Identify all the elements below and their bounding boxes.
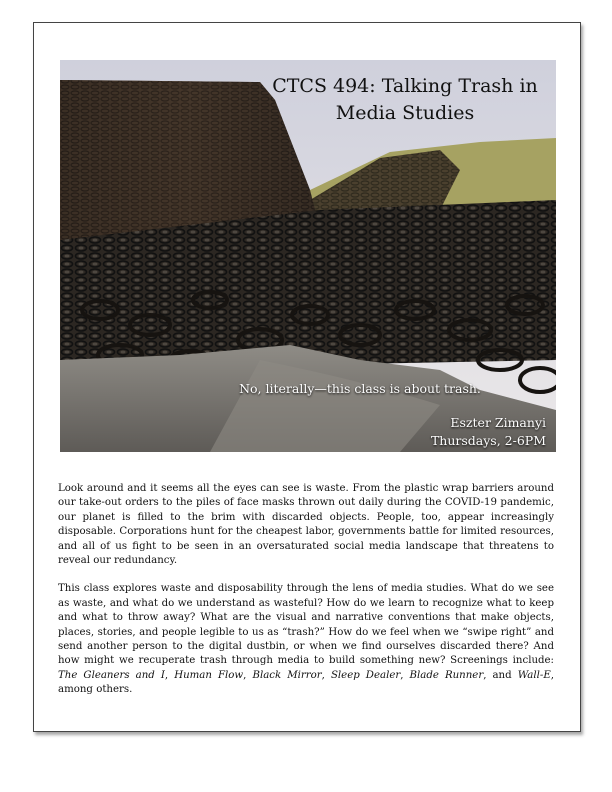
film-title: Wall-E xyxy=(517,669,551,681)
class-schedule: Thursdays, 2-6PM xyxy=(430,433,546,448)
tagline: No, literally—this class is about trash. xyxy=(239,381,481,396)
hero-image xyxy=(60,60,556,452)
description-paragraph-2-text: This class explores waste and disposability through the lens of media studies. What do we see as waste, and what do we understand as wasteful? How do we learn to recognize what to keep and what to throw away? What are the visual and narrative conventions that make objects, places, stories, and people legible to us as “trash?” How do we feel when we “swipe right” and send another person to the digital dustbin, or when we find ourselves discarded there? And how might we recuperate trash through media to build something new? xyxy=(58,583,554,667)
film-title: Black Mirror xyxy=(252,669,322,681)
film-title: Blade Runner xyxy=(409,669,484,681)
course-title: CTCS 494: Talking Trash in Media Studies xyxy=(272,75,538,124)
description-paragraph-1: Look around and it seems all the eyes can see is waste. From the plastic wrap barriers around our take-out orders to the piles of face masks thrown out daily during the COVID-19 pandemic, our planet is filled to the brim with discarded objects. People, too, appear increasingly disposable. Corporations hunt for the cheapest labor, governments battle for limited resources, and all of us fight to be seen in an oversaturated social media landscape that threatens to reveal our redundancy. xyxy=(58,483,554,567)
screenings-intro: Screenings include: xyxy=(450,655,554,667)
film-title: Human Flow xyxy=(174,669,244,681)
course-description xyxy=(58,482,554,712)
description-paragraph-2: This class explores waste and disposability through the lens of media studies. What do we see as waste, and what do we understand as wasteful? How do we learn to recognize what to keep and what to throw away? What are the visual and narrative conventions that make objects, places, stories, and people legible to us as “trash?” How do we feel when we “swipe right” and send another person to the digital dustbin, or when we find ourselves discarded there? And how might we recuperate trash through media to build something new? Screenings include: The Gleaners and I, Human Flow, Black Mirror, Sleep Dealer, Blade Runner, and Wall-E, among others. xyxy=(58,583,555,696)
screenings-outro: among others. xyxy=(58,684,133,696)
instructor-name: Eszter Zimanyi xyxy=(450,415,546,430)
film-title: The Gleaners and I xyxy=(58,669,165,681)
film-title: Sleep Dealer xyxy=(330,669,401,681)
